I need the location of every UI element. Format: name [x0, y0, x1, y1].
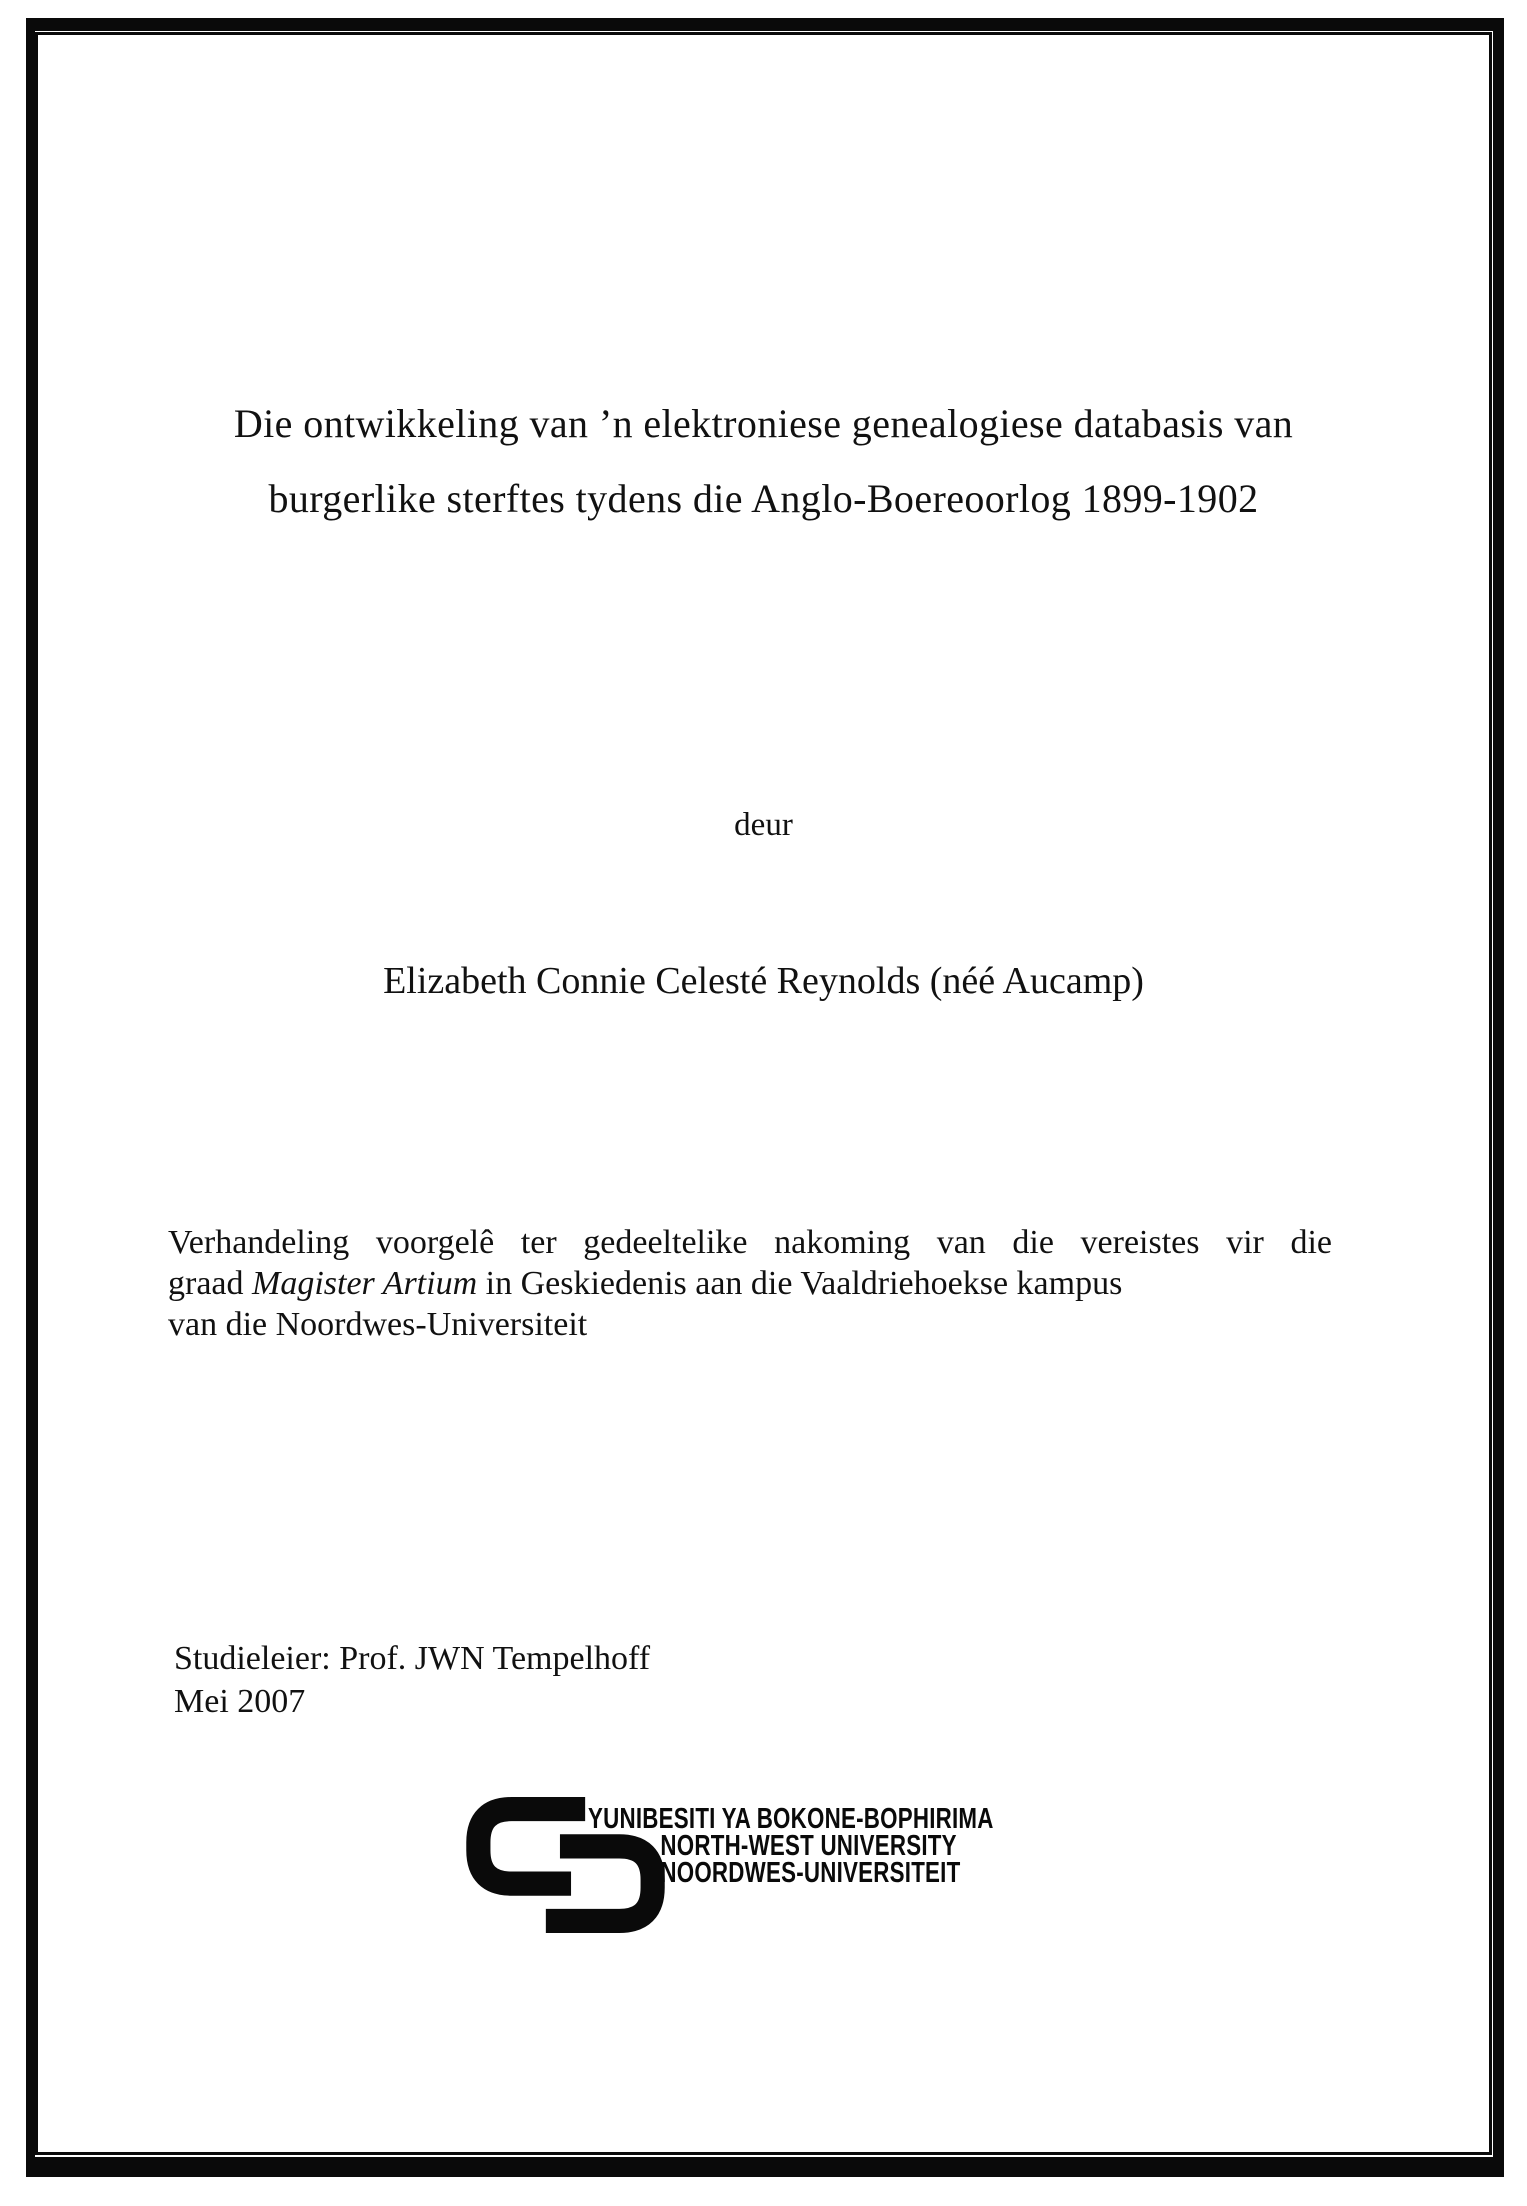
byline-deur: deur [734, 807, 793, 843]
thesis-statement [168, 1222, 1332, 1345]
degree-name-italic: Magister Artium [252, 1265, 478, 1302]
statement-line-1: Verhandeling voorgelê ter gedeeltelike nakoming van die vereistes vir die [168, 1224, 1332, 1261]
university-name-afrikaans: NOORDWES-UNIVERSITEIT [660, 1857, 961, 1889]
supervisor-block [174, 1637, 650, 1723]
author-name: Elizabeth Connie Celesté Reynolds (néé Aucamp) [383, 960, 1144, 1002]
date-line: Mei 2007 [174, 1683, 306, 1720]
thesis-title-line-2: burgerlike sterftes tydens die Anglo-Boereoorlog 1899-1902 [268, 476, 1259, 521]
thesis-title-line-1: Die ontwikkeling van ’n elektroniese genealogiese databasis van [233, 401, 1294, 446]
statement-line-2-pre: graad [168, 1265, 253, 1302]
statement-line-3: van die Noordwes-Universiteit [168, 1306, 588, 1343]
university-name-block [588, 1803, 994, 1889]
statement-line-2-post: in Geskiedenis aan die Vaaldriehoekse kampus [477, 1265, 1123, 1302]
university-name-setswana: YUNIBESITI YA BOKONE-BOPHIRIMA [588, 1803, 994, 1835]
statement-line-2 [168, 1263, 1332, 1304]
thesis-title [120, 386, 1407, 536]
supervisor-line: Studieleier: Prof. JWN Tempelhoff [174, 1640, 651, 1677]
university-name-english: NORTH-WEST UNIVERSITY [660, 1830, 957, 1862]
